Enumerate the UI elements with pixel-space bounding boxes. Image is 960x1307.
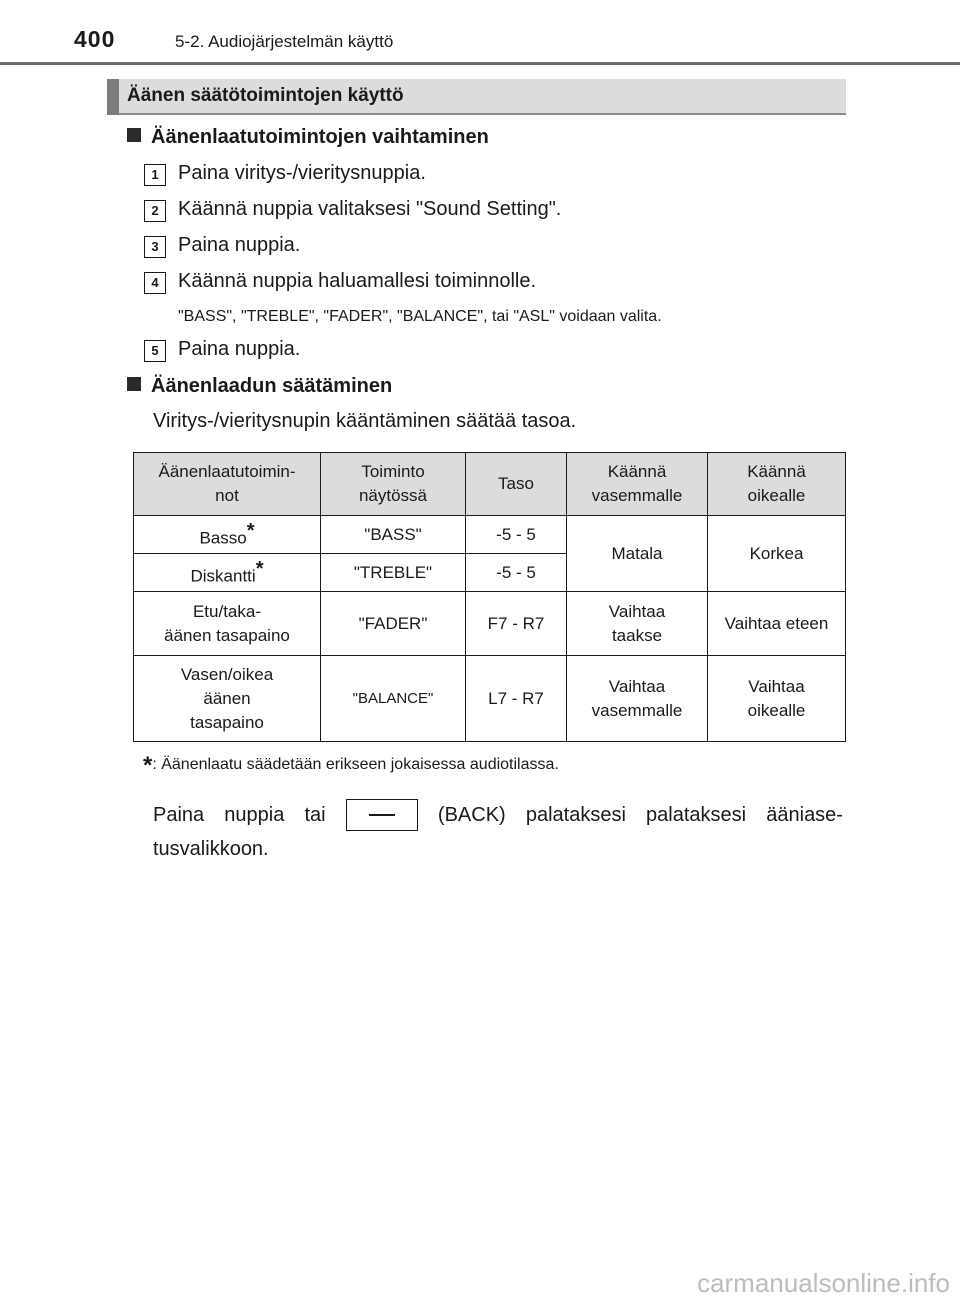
table-cell: "TREBLE" xyxy=(321,554,466,592)
column-header: Käännä vasemmalle xyxy=(567,453,708,516)
table-row xyxy=(134,516,846,554)
word: nuppia xyxy=(224,804,285,826)
header-divider xyxy=(0,62,960,65)
word: Paina xyxy=(153,804,205,826)
adjust-description: Viritys-/vieritysnupin kääntäminen säätää tasoa. xyxy=(153,410,577,432)
table-cell: -5 - 5 xyxy=(466,516,567,554)
table-cell: Etu/taka- äänen tasapaino xyxy=(134,592,321,656)
word: palataksesi xyxy=(525,804,626,826)
table-cell: "FADER" xyxy=(321,592,466,656)
table-cell: Matala xyxy=(567,516,708,592)
cell-text: Diskantti xyxy=(190,566,256,586)
table-header-row xyxy=(134,453,846,516)
step-number: 4 xyxy=(144,272,166,294)
column-header: Äänenlaatutoimin- not xyxy=(134,453,321,516)
asterisk-mark: * xyxy=(246,519,255,542)
table-cell xyxy=(134,554,321,592)
back-button-icon xyxy=(346,799,418,831)
step-text: Paina viritys-/vieritysnuppia. xyxy=(178,162,426,184)
section-title: Äänen säätötoimintojen käyttö xyxy=(127,85,404,106)
banner-accent-bar xyxy=(107,79,119,115)
selectable-options-note: "BASS", "TREBLE", "FADER", "BALANCE", tai "ASL" voidaan valita. xyxy=(178,308,662,325)
subsection-heading-adjust xyxy=(127,375,392,398)
back-instruction-line2: tusvalikkoon. xyxy=(153,838,269,860)
square-bullet-icon xyxy=(127,377,141,391)
section-banner xyxy=(107,79,846,115)
page-number: 400 xyxy=(74,26,116,52)
table-row xyxy=(134,656,846,742)
back-instruction-line1 xyxy=(153,798,843,832)
step-number: 1 xyxy=(144,164,166,186)
table-cell: Vaihtaa eteen xyxy=(708,592,846,656)
step-number: 2 xyxy=(144,200,166,222)
table-cell: "BASS" xyxy=(321,516,466,554)
chapter-title: 5-2. Audiojärjestelmän käyttö xyxy=(175,32,394,51)
column-header: Toiminto näytössä xyxy=(321,453,466,516)
table-cell: L7 - R7 xyxy=(466,656,567,742)
step-number: 3 xyxy=(144,236,166,258)
word: palataksesi xyxy=(646,804,747,826)
step-text: Käännä nuppia valitaksesi "Sound Setting". xyxy=(178,198,562,220)
step-text: Paina nuppia. xyxy=(178,338,301,360)
square-bullet-icon xyxy=(127,128,141,142)
table-cell xyxy=(134,516,321,554)
table-cell: Vaihtaa taakse xyxy=(567,592,708,656)
step-number: 5 xyxy=(144,340,166,362)
step-text: Käännä nuppia haluamallesi toiminnolle. xyxy=(178,270,537,292)
watermark: carmanualsonline.info xyxy=(697,1268,950,1298)
table-cell: F7 - R7 xyxy=(466,592,567,656)
subsection-heading-switch xyxy=(127,126,489,149)
word: tai xyxy=(304,804,326,826)
subsection-title: Äänenlaatutoimintojen vaihtaminen xyxy=(151,126,489,148)
word: (BACK) xyxy=(437,804,506,826)
footnote-asterisk: * xyxy=(143,752,153,779)
sound-settings-table xyxy=(133,452,846,742)
column-header: Taso xyxy=(466,453,567,516)
table-cell: "BALANCE" xyxy=(321,656,466,742)
table-row xyxy=(134,592,846,656)
cell-text: Basso xyxy=(199,528,247,548)
subsection-title: Äänenlaadun säätäminen xyxy=(151,375,393,397)
table-cell: Vasen/oikea äänen tasapaino xyxy=(134,656,321,742)
table-cell: -5 - 5 xyxy=(466,554,567,592)
footnote xyxy=(143,752,559,780)
table-cell: Vaihtaa vasemmalle xyxy=(567,656,708,742)
column-header: Käännä oikealle xyxy=(708,453,846,516)
footnote-text: : Äänenlaatu säädetään erikseen jokaisessa audiotilassa. xyxy=(152,756,559,773)
table-cell: Vaihtaa oikealle xyxy=(708,656,846,742)
asterisk-mark: * xyxy=(255,557,264,580)
table-cell: Korkea xyxy=(708,516,846,592)
back-instruction xyxy=(153,798,843,866)
word: ääniase- xyxy=(766,804,843,826)
step-text: Paina nuppia. xyxy=(178,234,301,256)
